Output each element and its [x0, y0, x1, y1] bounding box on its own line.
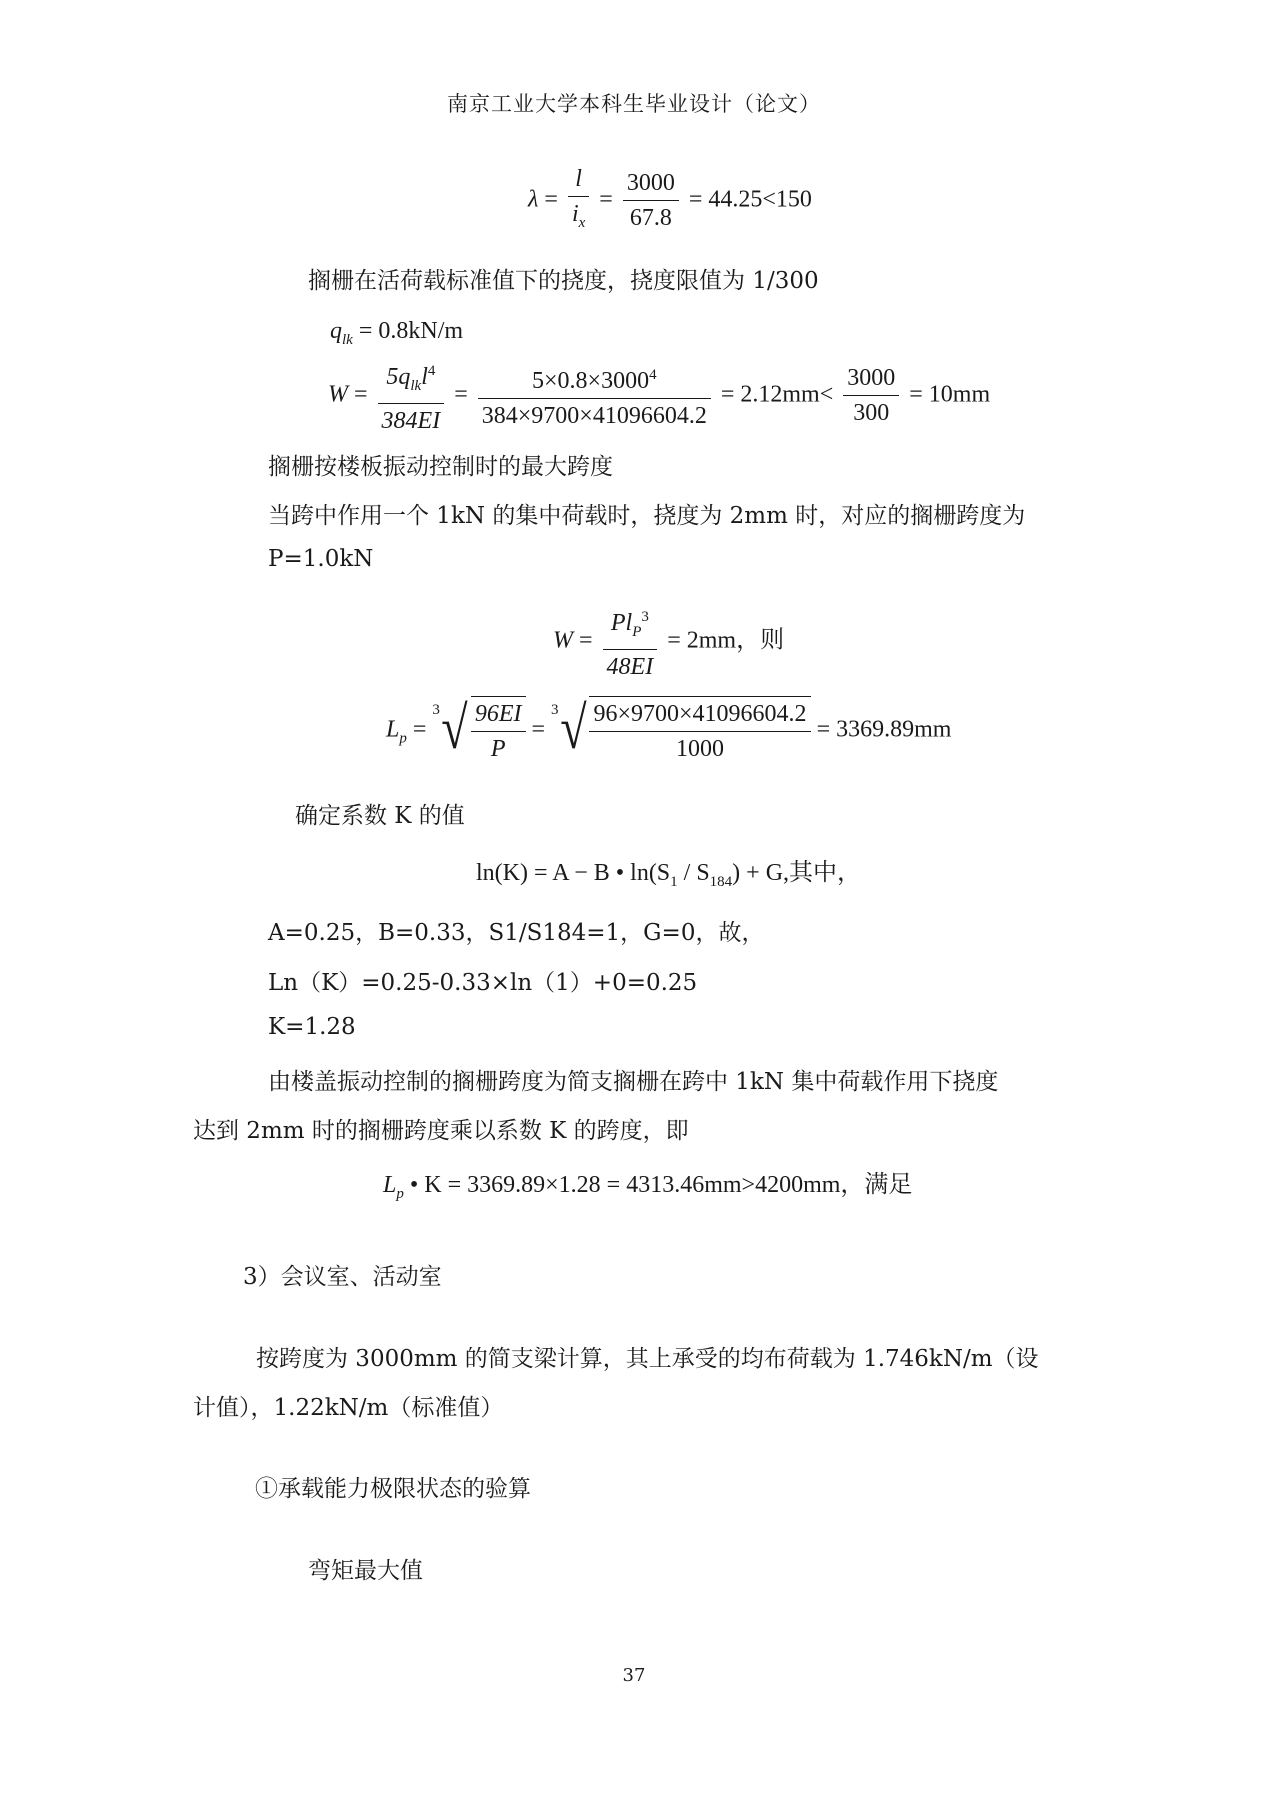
span-paragraph-2: 达到 2mm 时的搁栅跨度乘以系数 K 的跨度，即	[193, 1118, 689, 1144]
sub-heading: ①承载能力极限状态的验算	[255, 1476, 531, 1502]
eq-lambda: λ = $\frac{l}{i_x}$ = $\frac{3000}{67.8}$ = 44.25<150	[528, 162, 812, 240]
eq-final: $L_p$ • K = 3369.89×1.28 = 4313.46mm>4200mm，满足	[383, 1172, 913, 1202]
page-header: 南京工业大学本科生毕业设计（论文）	[447, 92, 821, 116]
eq-lnk: ln(K) = A − B • $\ln(S_1 / S_{184}) + G$,其中，	[476, 860, 862, 890]
params-line: A=0.25，B=0.33，S1/S184=1，G=0，故，	[268, 920, 765, 946]
k-value: K=1.28	[268, 1014, 356, 1040]
k-title: 确定系数 K 的值	[295, 803, 465, 829]
page-number: 37	[622, 1665, 646, 1686]
beam-paragraph-2: 计值），1.22kN/m（标准值）	[193, 1395, 504, 1421]
moment-title: 弯矩最大值	[308, 1558, 423, 1584]
section-heading: 3）会议室、活动室	[243, 1264, 442, 1290]
ln-line: Ln（K）=0.25-0.33×ln（1）+0=0.25	[268, 970, 698, 996]
deflection-title: 搁栅在活荷载标准值下的挠度，挠度限值为 1/300	[308, 268, 819, 294]
eq-lp: $L_p$ = 3 √ $\frac{96EI}{P}$ = 3 √ $\frac{96\times 9700\times 41096604.2}{1000}$ = 3369.89mm	[386, 696, 951, 766]
eq-w-span: W = $\frac{Pl_P^3}{48EI}$ = 2mm，则	[553, 600, 784, 684]
eq-w-deflection: W = $\frac{5q_{lk}l^4}{384EI}$ = $\frac{5\times 0.8\times 3000^4}{384\times 9700\times 41096604.2}$ = 2.12mm< $\frac{3000}{300}$ = 10mm	[328, 354, 990, 438]
eq-q: $q_{lk} = 0.8kN/m$	[330, 318, 464, 348]
beam-paragraph-1: 按跨度为 3000mm 的简支梁计算，其上承受的均布荷载为 1.746kN/m（设	[256, 1346, 1039, 1372]
vibration-title: 搁栅按楼板振动控制时的最大跨度	[268, 454, 613, 480]
load-P: P=1.0kN	[268, 546, 374, 572]
span-paragraph-1: 由楼盖振动控制的搁栅跨度为简支搁栅在跨中 1kN 集中荷载作用下挠度	[268, 1069, 999, 1095]
vibration-desc: 当跨中作用一个 1kN 的集中荷载时，挠度为 2mm 时，对应的搁栅跨度为	[268, 503, 1026, 529]
